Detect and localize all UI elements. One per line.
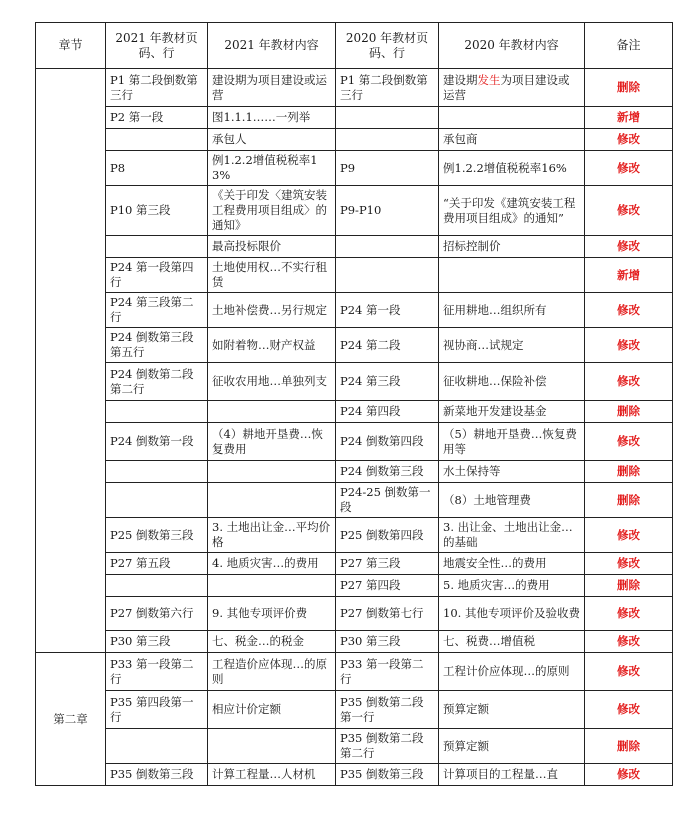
cell-2021-page: P27 第五段 [106,553,208,575]
cell-2020-content: 预算定额 [439,691,585,729]
status-note: 修改 [585,328,673,363]
cell-2021-page [106,483,208,518]
status-note: 修改 [585,423,673,461]
cell-2020-content: 征用耕地…组织所有 [439,293,585,328]
table-row [36,575,673,597]
cell-2021-page: P24 倒数第二段第二行 [106,363,208,401]
header-2021-page: 2021 年教材页码、行 [106,23,208,69]
status-note: 修改 [585,129,673,151]
status-note: 修改 [585,597,673,631]
cell-2021-page: P2 第一段 [106,107,208,129]
table-row [36,363,673,401]
cell-2021-content: 《关于印发〈建筑安装工程费用项目组成〉的通知》 [208,186,336,236]
cell-2021-content: 例1.2.2增值税税率13% [208,151,336,186]
table-row [36,518,673,553]
status-note: 修改 [585,236,673,258]
table-row [36,691,673,729]
cell-2021-content: 相应计价定额 [208,691,336,729]
cell-2020-page: P24 第二段 [336,328,439,363]
table-row [36,107,673,129]
cell-2021-content: 最高投标限价 [208,236,336,258]
status-note: 新增 [585,258,673,293]
table-row [36,553,673,575]
cell-2020-content: 地震安全性…的费用 [439,553,585,575]
cell-2021-content [208,461,336,483]
chapter-cell: 第二章 [36,653,106,786]
table-row [36,236,673,258]
cell-2021-page [106,401,208,423]
table-row [36,653,673,691]
cell-2021-page: P10 第三段 [106,186,208,236]
cell-2020-page: P27 第四段 [336,575,439,597]
table-row [36,597,673,631]
cell-2021-content: 建设期为项目建设或运营 [208,69,336,107]
cell-2021-content: 图1.1.1……一列举 [208,107,336,129]
cell-2021-page [106,729,208,764]
content-text: 建设期 [443,72,478,87]
cell-2021-content: 如附着物…财产权益 [208,328,336,363]
header-2021-content: 2021 年教材内容 [208,23,336,69]
cell-2020-content: 工程计价应体现…的原则 [439,653,585,691]
cell-2020-page [336,107,439,129]
status-note: 删除 [585,729,673,764]
cell-2020-page: P35 倒数第二段第一行 [336,691,439,729]
highlighted-text: 发生 [477,72,501,87]
cell-2021-page: P24 倒数第一段 [106,423,208,461]
cell-2020-content: 5. 地质灾害…的费用 [439,575,585,597]
cell-2021-page: P1 第二段倒数第三行 [106,69,208,107]
status-note: 修改 [585,518,673,553]
table-row [36,729,673,764]
cell-2021-page: P25 倒数第三段 [106,518,208,553]
cell-2021-content: 工程造价应体现…的原则 [208,653,336,691]
table-body [36,69,673,786]
cell-2020-page: P24 第一段 [336,293,439,328]
cell-2020-page: P27 倒数第七行 [336,597,439,631]
cell-2020-page: P9-P10 [336,186,439,236]
content-text: 为项目建设或运营 [443,72,570,102]
table-row [36,483,673,518]
cell-2020-content: 3. 出让金、土地出让金…的基础 [439,518,585,553]
cell-2021-content: 七、税金…的税金 [208,631,336,653]
cell-2020-content: 招标控制价 [439,236,585,258]
cell-2021-page: P30 第三段 [106,631,208,653]
cell-2021-content: 土地使用权…不实行租赁 [208,258,336,293]
table-row [36,423,673,461]
cell-2021-page: P27 倒数第六行 [106,597,208,631]
cell-2020-content: 10. 其他专项评价及验收费 [439,597,585,631]
cell-2021-content [208,575,336,597]
table-row [36,401,673,423]
status-note: 删除 [585,461,673,483]
cell-2020-page: P24 倒数第四段 [336,423,439,461]
cell-2021-content [208,729,336,764]
comparison-table [35,22,673,786]
table-row [36,129,673,151]
cell-2021-content: 征收农用地…单独列支 [208,363,336,401]
header-chapter: 章节 [36,23,106,69]
cell-2020-content: 预算定额 [439,729,585,764]
cell-2021-page: P24 倒数第三段第五行 [106,328,208,363]
cell-2020-page: P1 第二段倒数第三行 [336,69,439,107]
header-row [36,23,673,69]
cell-2021-page: P24 第三段第二行 [106,293,208,328]
status-note: 删除 [585,401,673,423]
status-note: 修改 [585,653,673,691]
cell-2021-content: 3. 土地出让金…平均价格 [208,518,336,553]
cell-2020-content: 计算项目的工程量…直 [439,764,585,786]
cell-2020-page [336,129,439,151]
status-note: 修改 [585,691,673,729]
status-note: 修改 [585,293,673,328]
cell-2021-content: 土地补偿费…另行规定 [208,293,336,328]
cell-2020-content: 例1.2.2增值税税率16% [439,151,585,186]
cell-2021-page: P33 第一段第二行 [106,653,208,691]
cell-2021-content: 承包人 [208,129,336,151]
cell-2021-content: （4）耕地开垦费…恢复费用 [208,423,336,461]
cell-2021-content: 计算工程量…人材机 [208,764,336,786]
cell-2020-page: P35 倒数第三段 [336,764,439,786]
cell-2021-page [106,575,208,597]
status-note: 修改 [585,186,673,236]
cell-2020-content: 征收耕地…保险补偿 [439,363,585,401]
header-2020-page: 2020 年教材页码、行 [336,23,439,69]
cell-2021-page [106,236,208,258]
cell-2020-page: P25 倒数第四段 [336,518,439,553]
table-row [36,764,673,786]
cell-2020-content: （5）耕地开垦费…恢复费用等 [439,423,585,461]
cell-2020-content: 七、税费…增值税 [439,631,585,653]
status-note: 新增 [585,107,673,129]
table-row [36,461,673,483]
cell-2020-content [439,69,585,107]
cell-2020-page: P24-25 倒数第一段 [336,483,439,518]
status-note: 删除 [585,69,673,107]
cell-2021-page: P35 倒数第三段 [106,764,208,786]
status-note: 修改 [585,764,673,786]
table-row [36,151,673,186]
cell-2020-content: （8）土地管理费 [439,483,585,518]
cell-2020-page: P27 第三段 [336,553,439,575]
status-note: 修改 [585,151,673,186]
cell-2020-content: 视协商…试规定 [439,328,585,363]
table-row [36,328,673,363]
cell-2020-page: P24 第三段 [336,363,439,401]
cell-2021-page: P24 第一段第四行 [106,258,208,293]
table-row [36,631,673,653]
header-note: 备注 [585,23,673,69]
chapter-cell [36,69,106,653]
table-row [36,258,673,293]
cell-2021-content: 9. 其他专项评价费 [208,597,336,631]
status-note: 修改 [585,363,673,401]
cell-2020-page: P24 第四段 [336,401,439,423]
status-note: 修改 [585,553,673,575]
cell-2021-page: P35 第四段第一行 [106,691,208,729]
status-note: 删除 [585,483,673,518]
cell-2020-content: 承包商 [439,129,585,151]
table-row [36,69,673,107]
header-2020-content: 2020 年教材内容 [439,23,585,69]
cell-2020-page [336,258,439,293]
cell-2021-content: 4. 地质灾害…的费用 [208,553,336,575]
table-row [36,293,673,328]
cell-2021-content [208,483,336,518]
cell-2020-content [439,107,585,129]
cell-2020-content: “关于印发《建筑安装工程费用项目组成》的通知” [439,186,585,236]
cell-2020-content: 水土保持等 [439,461,585,483]
cell-2021-page [106,129,208,151]
cell-2020-page [336,236,439,258]
cell-2020-page: P33 第一段第二行 [336,653,439,691]
cell-2020-page: P24 倒数第三段 [336,461,439,483]
cell-2020-page: P35 倒数第二段第二行 [336,729,439,764]
status-note: 删除 [585,575,673,597]
cell-2021-page: P8 [106,151,208,186]
table-row [36,186,673,236]
cell-2021-content [208,401,336,423]
status-note: 修改 [585,631,673,653]
cell-2020-content [439,258,585,293]
cell-2021-page [106,461,208,483]
cell-2020-page: P9 [336,151,439,186]
cell-2020-page: P30 第三段 [336,631,439,653]
comparison-sheet [35,22,672,786]
cell-2020-content: 新菜地开发建设基金 [439,401,585,423]
